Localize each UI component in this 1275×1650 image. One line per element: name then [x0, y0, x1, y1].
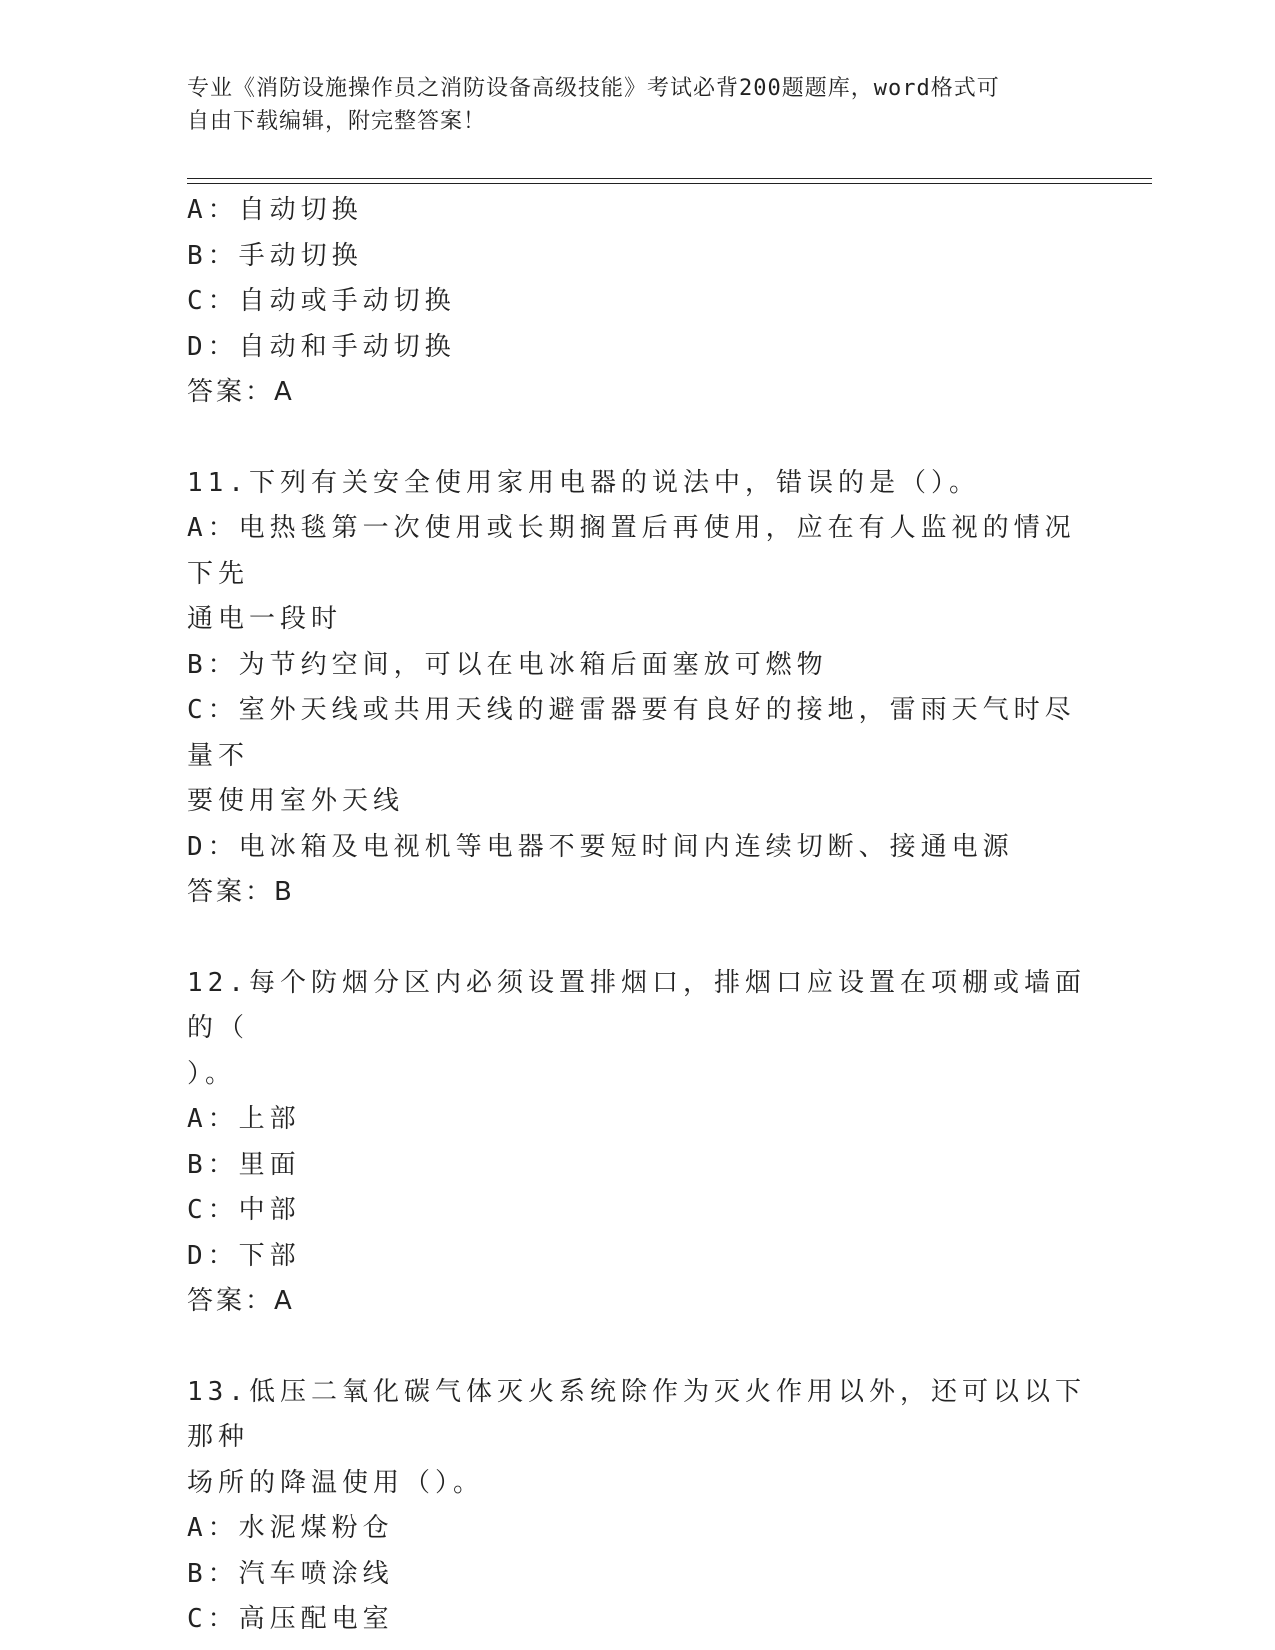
- q12-option-d: D：下部: [187, 1240, 301, 1271]
- q11-answer: 答案：B: [187, 877, 295, 907]
- q13-option-b: B：汽车喷涂线: [187, 1558, 394, 1589]
- q10-option-b: B：手动切换: [187, 240, 363, 271]
- question-10-block: [187, 188, 1087, 416]
- q13-option-c: C：高压配电室: [187, 1604, 394, 1634]
- q10-option-d: D：自动和手动切换: [187, 331, 456, 362]
- header-divider-bottom: [187, 183, 1152, 184]
- q12-question-line-1: 12.每个防烟分区内必须设置排烟口，排烟口应设置在项棚或墙面的（: [187, 967, 1086, 1043]
- q11-option-b: B：为节约空间，可以在电冰箱后面塞放可燃物: [187, 649, 828, 680]
- spacer: [187, 416, 1087, 461]
- q13-option-a: A：水泥煤粉仓: [187, 1513, 394, 1543]
- question-list: [187, 188, 1087, 1643]
- q12-option-c: C：中部: [187, 1195, 301, 1225]
- q11-option-c-line-1: C：室外天线或共用天线的避雷器要有良好的接地，雷雨天气时尽量不: [187, 695, 1076, 771]
- q13-question-line-1: 13.低压二氧化碳气体灭火系统除作为灭火作用以外，还可以以下那种: [187, 1376, 1086, 1452]
- header-title-line-1: 专业《消防设施操作员之消防设备高级技能》考试必背200题题库，word格式可: [187, 76, 1000, 101]
- q10-option-c: C：自动或手动切换: [187, 286, 456, 316]
- q11-question: 11.下列有关安全使用家用电器的说法中，错误的是（）。: [187, 467, 980, 498]
- q13-question-line-2: 场所的降温使用（）。: [187, 1467, 485, 1498]
- q12-option-b: B：里面: [187, 1149, 301, 1180]
- q10-answer: 答案：A: [187, 377, 295, 407]
- q11-option-a-line-1: A：电热毯第一次使用或长期搁置后再使用，应在有人监视的情况下先: [187, 513, 1076, 589]
- spacer: [187, 916, 1087, 961]
- spacer: [187, 1325, 1087, 1370]
- question-11-block: [187, 461, 1087, 916]
- q12-question-line-2: ）。: [187, 1058, 237, 1089]
- q12-option-a: A：上部: [187, 1104, 301, 1134]
- q10-option-a: A：自动切换: [187, 195, 363, 225]
- question-12-block: [187, 961, 1087, 1325]
- q11-option-c-line-2: 要使用室外天线: [187, 786, 405, 816]
- question-13-block: [187, 1370, 1087, 1643]
- header-title-line-2: 自由下载编辑，附完整答案！: [187, 109, 487, 134]
- header-divider-top: [187, 178, 1152, 179]
- q11-option-d: D：电冰箱及电视机等电器不要短时间内连续切断、接通电源: [187, 831, 1014, 862]
- q11-option-a-line-2: 通电一段时: [187, 604, 343, 634]
- document-header: [187, 72, 1067, 138]
- q12-answer: 答案：A: [187, 1286, 295, 1316]
